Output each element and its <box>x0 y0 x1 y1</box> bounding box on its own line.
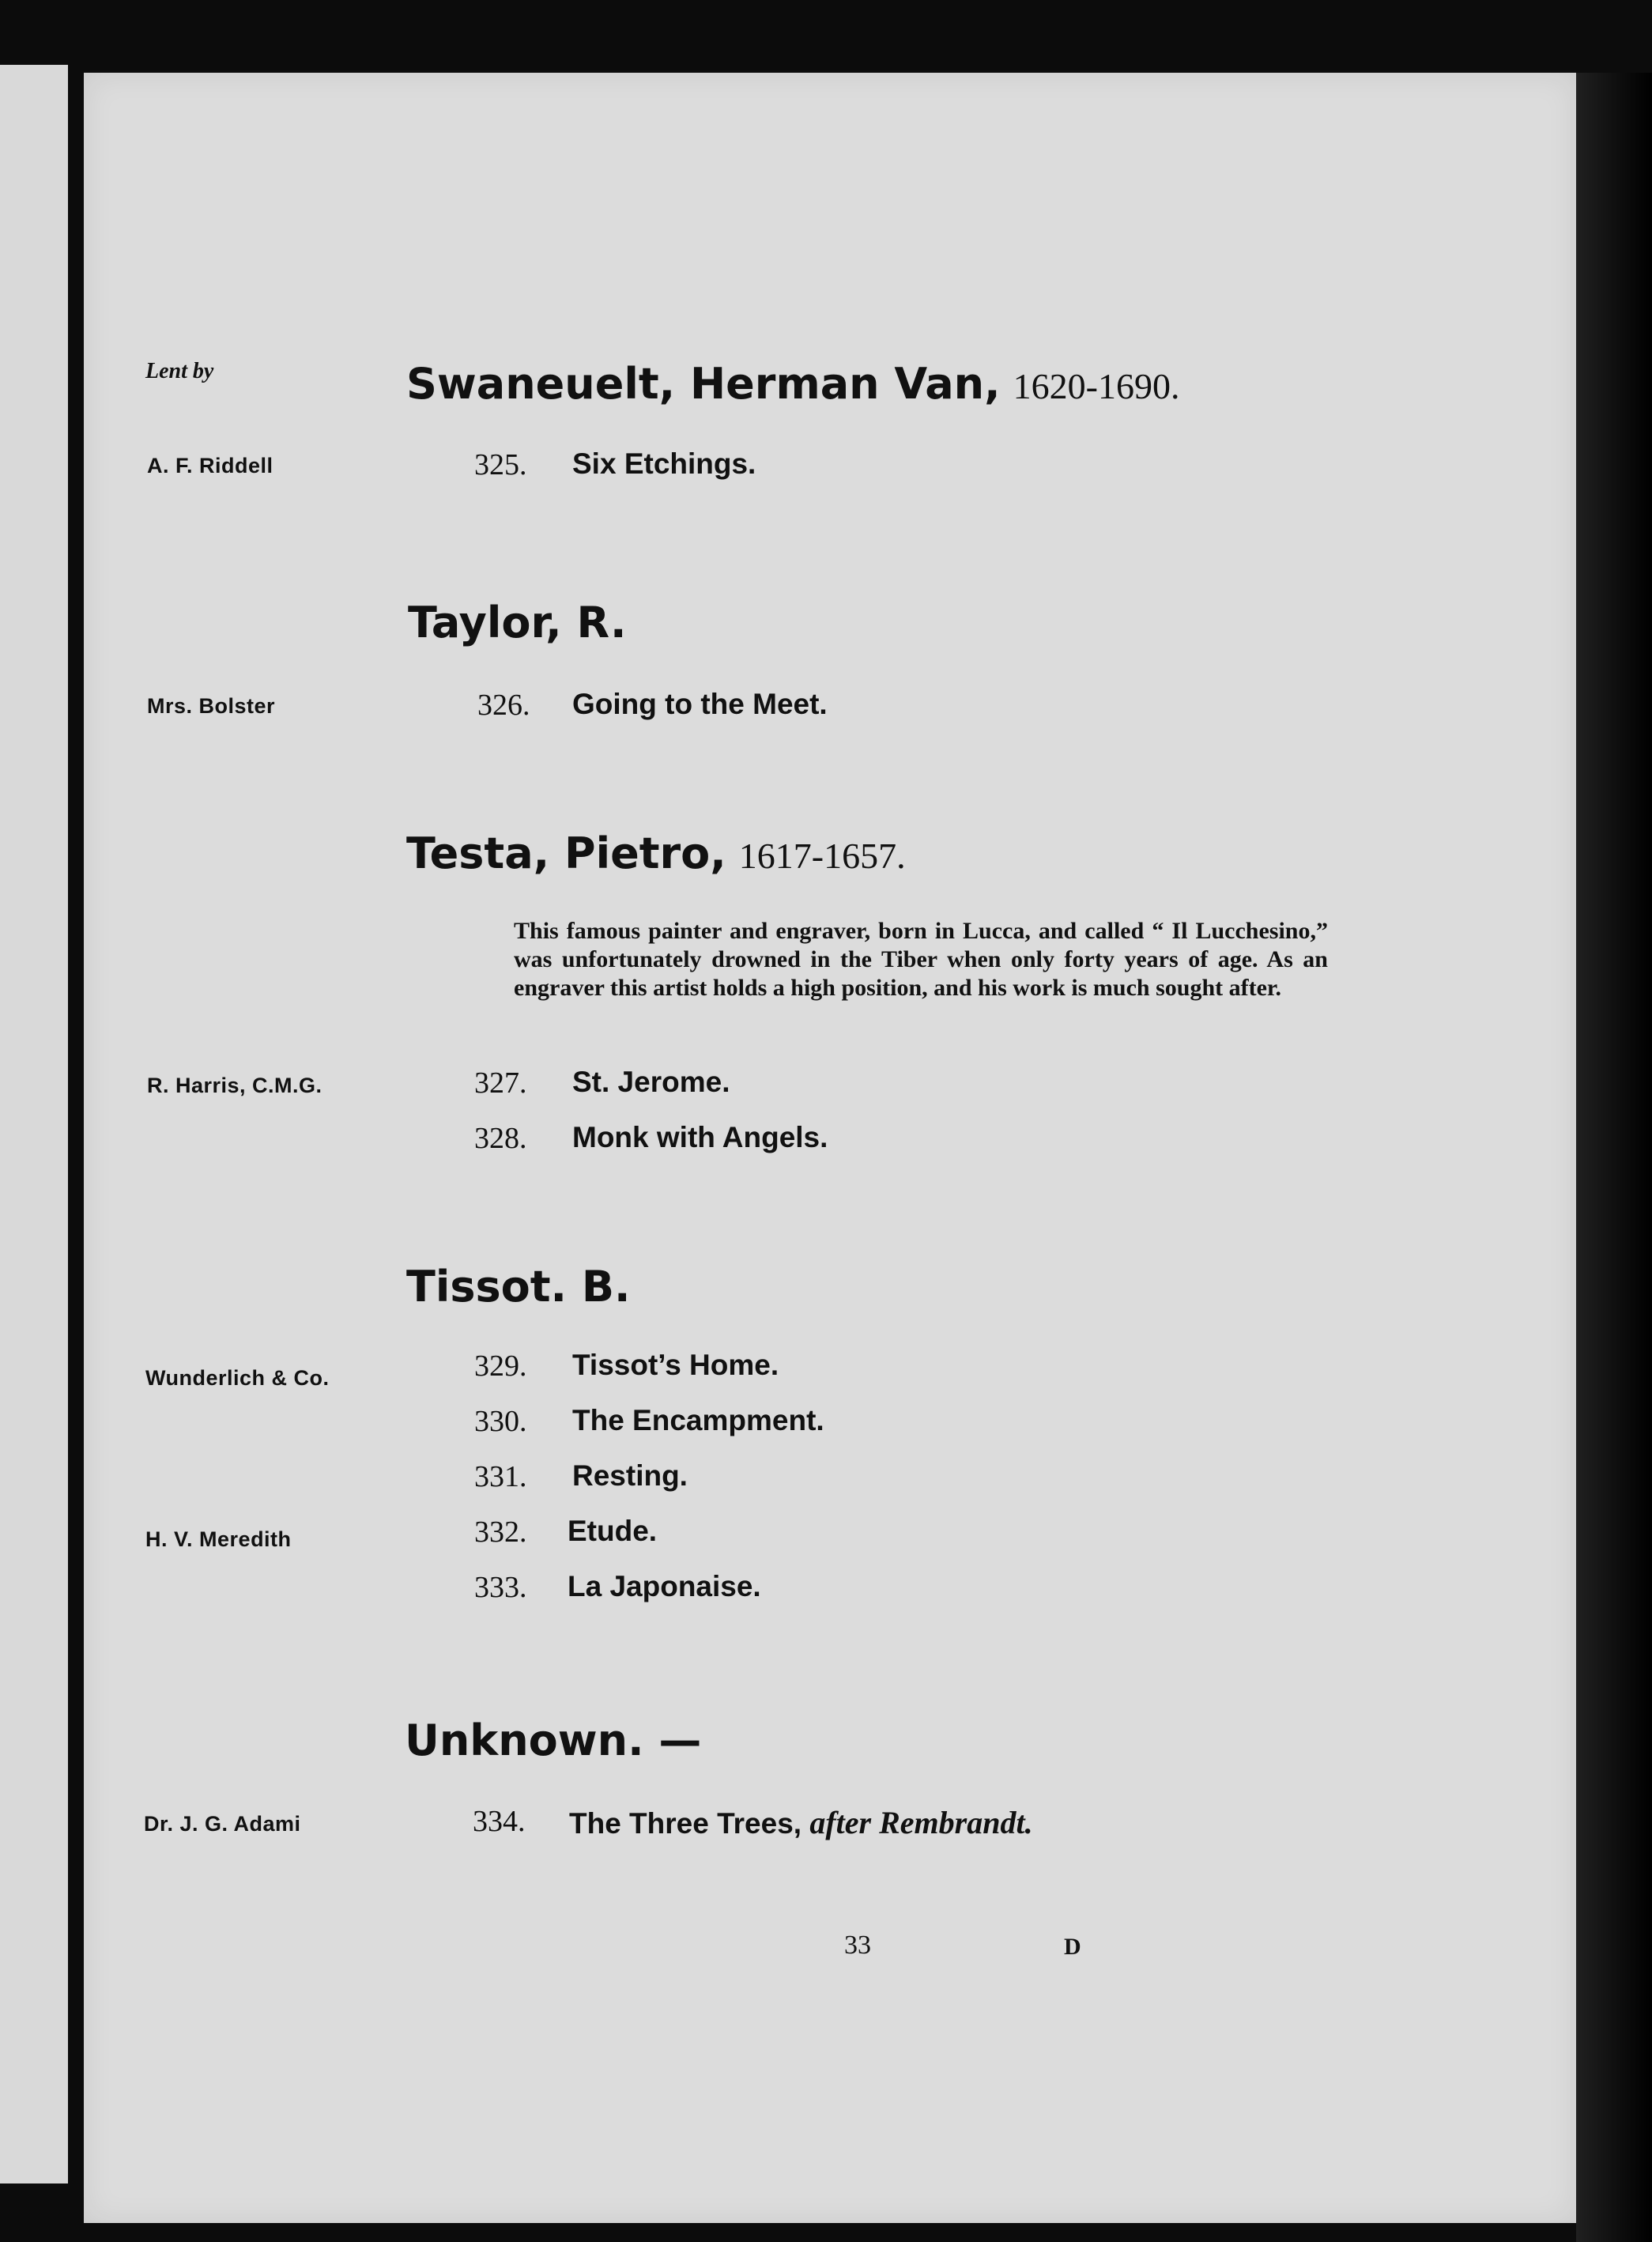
item-title-329: Tissot’s Home. <box>572 1349 779 1381</box>
item-number-333: 333. <box>474 1571 527 1604</box>
item-number-334: 334. <box>473 1805 526 1838</box>
lender-meredith: H. V. Meredith <box>145 1527 292 1551</box>
artist-name: Unknown. — <box>405 1715 702 1765</box>
item-number-328: 328. <box>474 1122 527 1155</box>
lender-harris: R. Harris, C.M.G. <box>147 1074 322 1097</box>
item-number-327: 327. <box>474 1066 527 1100</box>
lender-adami: Dr. J. G. Adami <box>144 1812 301 1836</box>
artist-name: Swaneuelt, Herman Van, <box>406 359 1001 409</box>
item-title-326: Going to the Meet. <box>572 688 828 720</box>
item-title-328: Monk with Angels. <box>572 1121 828 1153</box>
page-number: 33 <box>844 1931 871 1960</box>
artist-name: Testa, Pietro, <box>406 828 726 878</box>
item-number-330: 330. <box>474 1405 527 1438</box>
artist-heading-swaneuelt <box>406 359 1179 409</box>
lender-riddell: A. F. Riddell <box>147 454 273 477</box>
artist-name: Tissot. B. <box>406 1262 631 1312</box>
item-title-330: The Encampment. <box>572 1404 824 1436</box>
item-title-327: St. Jerome. <box>572 1066 730 1098</box>
artist-name: Taylor, R. <box>408 598 627 647</box>
lender-bolster: Mrs. Bolster <box>147 694 276 718</box>
previous-page-edge <box>0 65 68 2183</box>
artist-heading-tissot <box>406 1262 631 1312</box>
item-number-331: 331. <box>474 1460 527 1493</box>
artist-heading-testa <box>406 828 906 878</box>
lent-by-heading: Lent by <box>145 359 214 383</box>
item-number-329: 329. <box>474 1349 527 1383</box>
artist-dates: 1620-1690. <box>1013 366 1180 406</box>
artist-dates: 1617-1657. <box>738 836 906 876</box>
artist-biography-note: This famous painter and engraver, born in Lucca, and called “ Il Lucchesino,” was unfortunately drowned in the Tiber when only forty years of age. As an engraver this artist holds a high position, and his work is much sought after. <box>514 918 1328 1001</box>
artist-heading-unknown <box>405 1715 701 1765</box>
item-number-326: 326. <box>477 689 530 722</box>
item-title-333: La Japonaise. <box>568 1570 761 1602</box>
artist-heading-taylor <box>408 598 627 647</box>
item-title-text: The Three Trees, <box>569 1807 802 1840</box>
item-title-331: Resting. <box>572 1459 688 1492</box>
lender-wunderlich: Wunderlich & Co. <box>145 1366 330 1390</box>
item-number-332: 332. <box>474 1515 527 1549</box>
item-title-325: Six Etchings. <box>572 447 756 480</box>
binding-shadow <box>1576 73 1652 2242</box>
signature-mark: D <box>1064 1934 1081 1960</box>
item-title-332: Etude. <box>568 1515 658 1547</box>
item-number-325: 325. <box>474 448 527 481</box>
item-title-334 <box>569 1804 1033 1841</box>
item-title-attribution: after Rembrandt. <box>809 1805 1033 1840</box>
